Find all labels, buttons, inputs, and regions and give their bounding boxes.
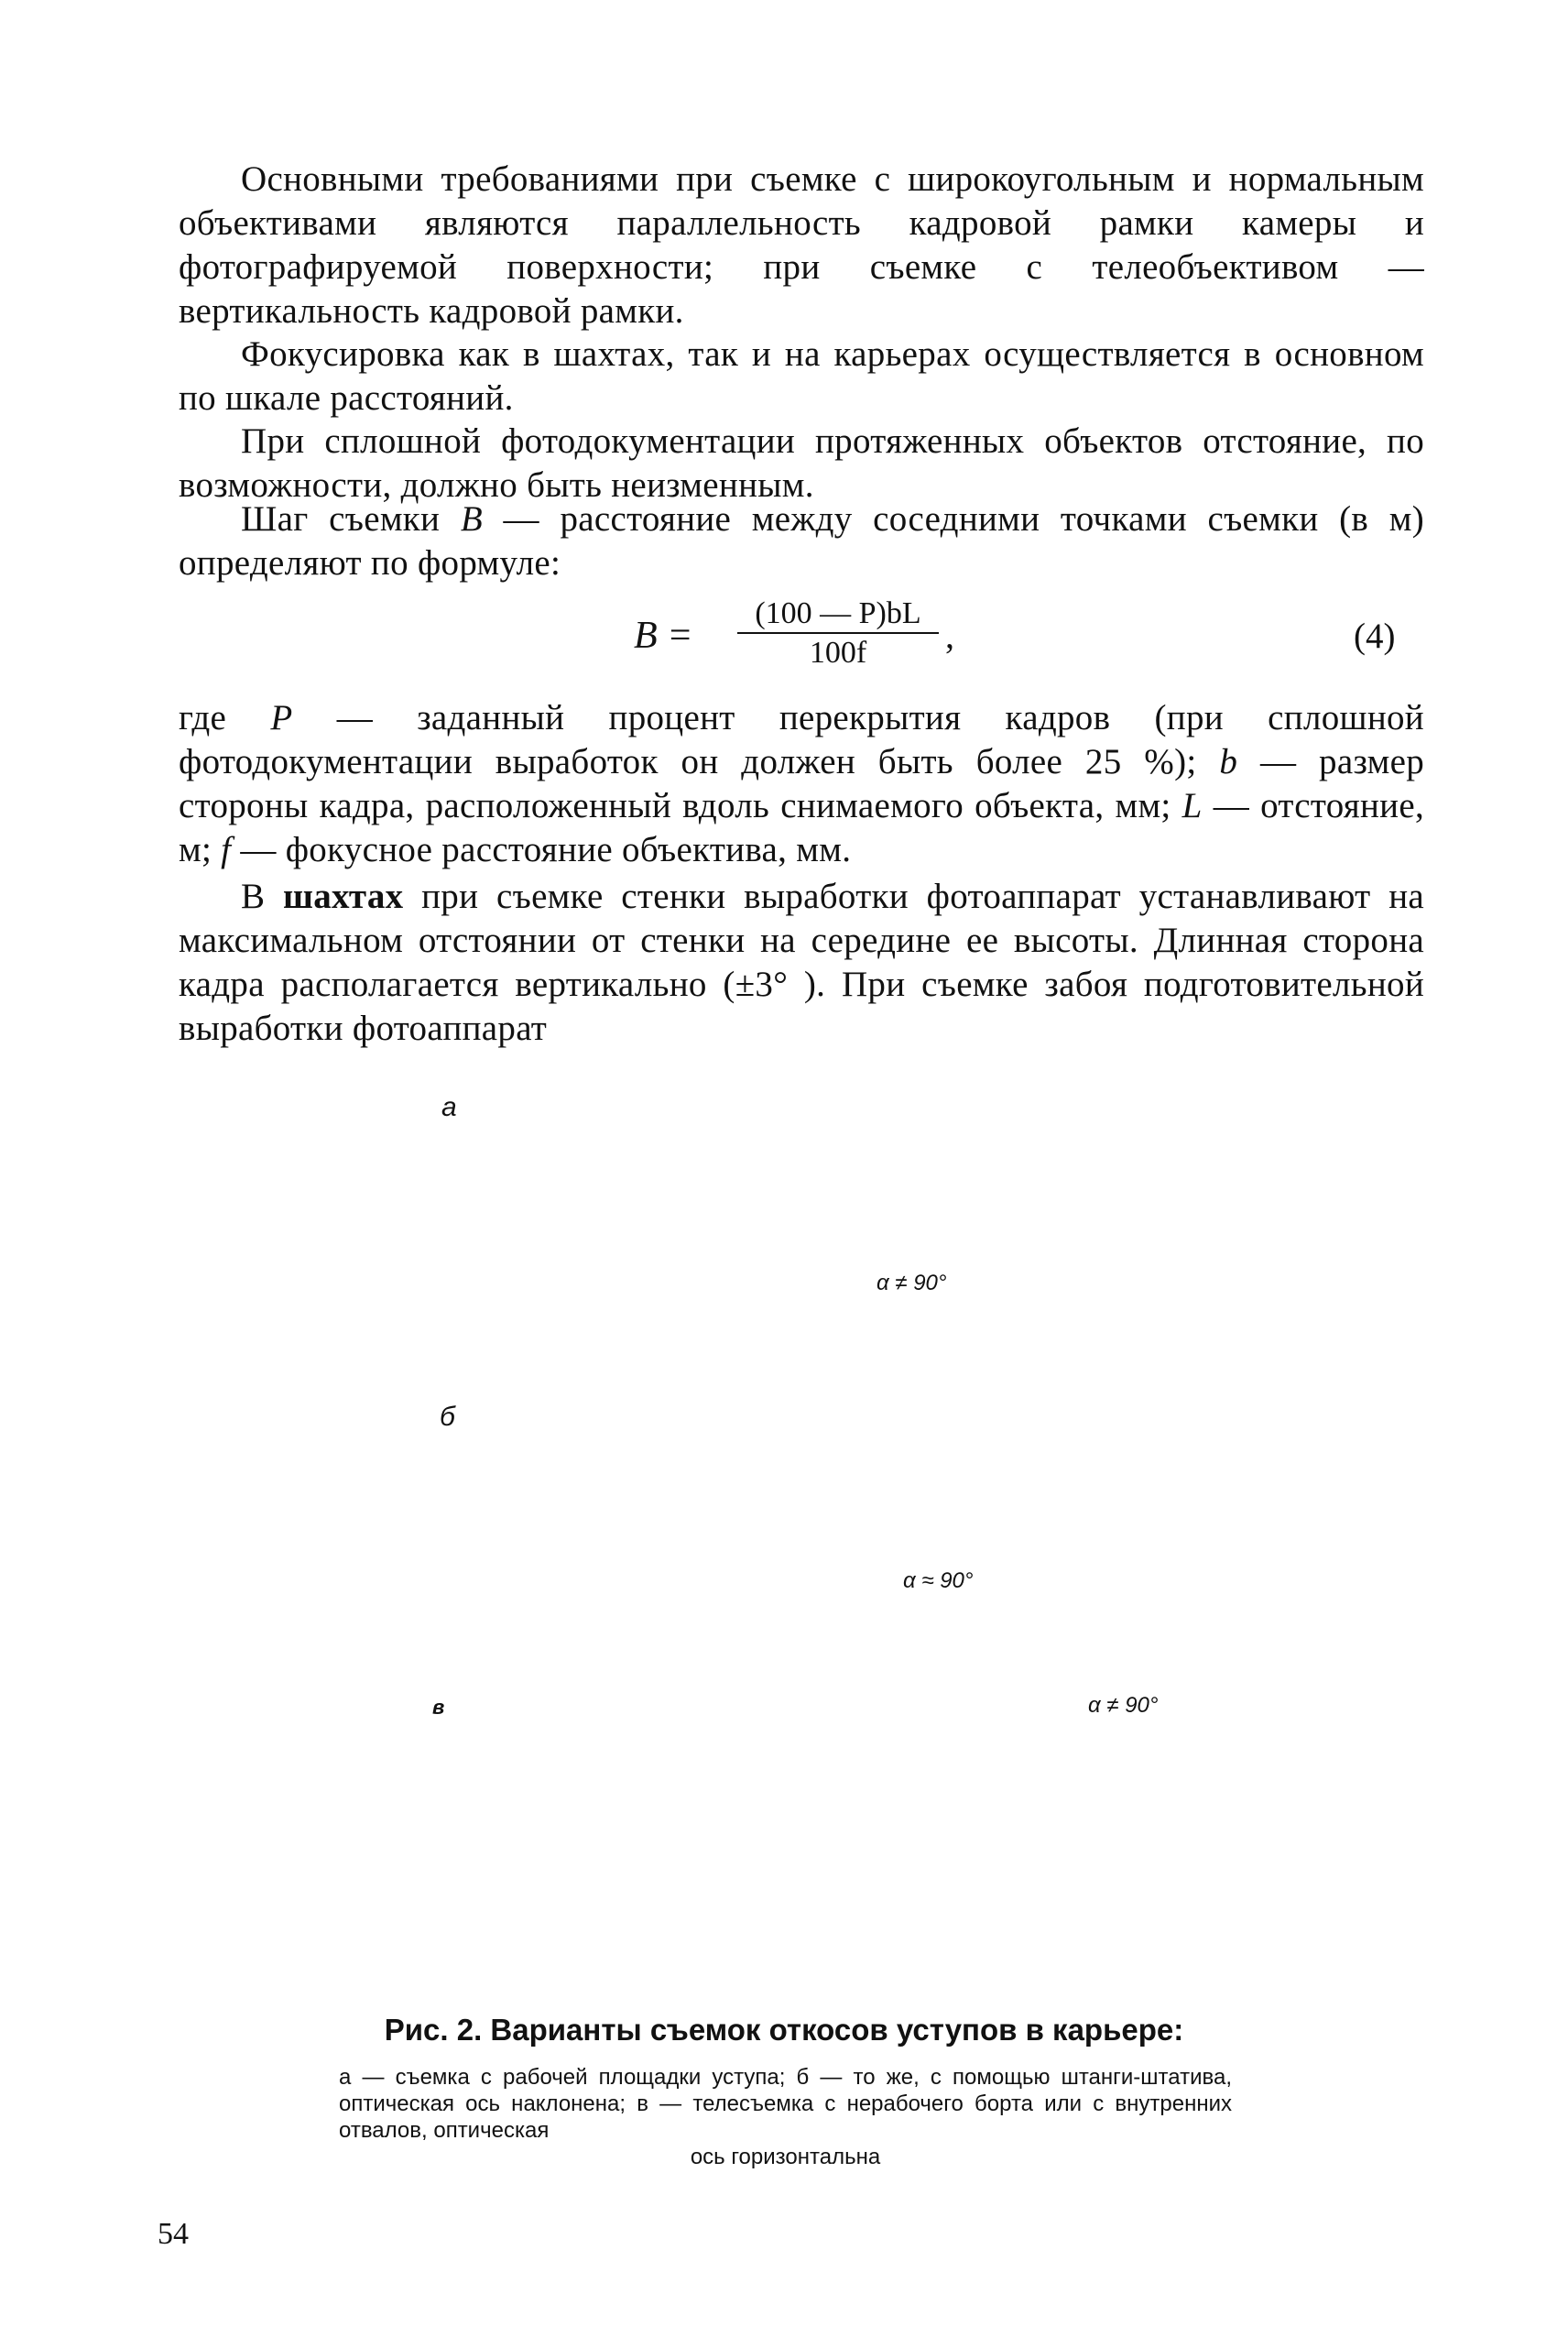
paragraph-formula-explanation-text-3: — отстояние, м; bbox=[179, 786, 1424, 869]
variable-p: P bbox=[270, 698, 293, 737]
formula-comma: , bbox=[945, 615, 954, 656]
formula-fraction bbox=[733, 595, 943, 672]
term-mines: шахтах bbox=[283, 877, 404, 916]
figure-label-b: б bbox=[440, 1402, 455, 1432]
paragraph-focusing: Фокусировка как в шахтах, так и на карьерах осуществляется в основном по шкале расстояний. bbox=[179, 334, 1424, 418]
paragraph-formula-explanation-text-2: — размер стороны кадра, расположенный вдоль снимаемого объекта, мм; bbox=[179, 742, 1425, 825]
angle-label-a: α ≠ 90° bbox=[877, 1271, 947, 1295]
paragraph-requirements: Основными требованиями при съемке с широкоугольным и нормальным объективами являются параллельность кадровой рамки камеры и фотографируемой поверхности; при съемке с телеобъективом — вертикальность кадровой рамки. bbox=[179, 159, 1424, 331]
paragraph-mines-start: В bbox=[241, 877, 284, 916]
paragraph-continuous-documentation: При сплошной фотодокументации протяженных объектов отстояние, по возможности, должно быть неизменным. bbox=[179, 421, 1424, 505]
paragraph-mines-end: при съемке стенки выработки фотоаппарат устанавливают на максимальном отстоянии от стенки на середине ее высоты. Длинная сторона кадра располагается вертикально (±3° ). При съемке забоя подготовительной выработки фотоаппарат bbox=[179, 877, 1424, 1048]
figure-label-v: в bbox=[432, 1696, 445, 1719]
formula-number: (4) bbox=[1354, 617, 1396, 656]
variable-f: f bbox=[221, 830, 232, 869]
figure-caption-title: Рис. 2. Варианты съемок откосов уступов в карьере: bbox=[384, 2013, 1184, 2047]
formula-numerator: (100 — P)bL bbox=[755, 596, 921, 630]
formula-denominator: 100f bbox=[809, 636, 867, 670]
variable-b-inline: B bbox=[460, 499, 483, 539]
angle-label-v: α ≠ 90° bbox=[1088, 1693, 1159, 1718]
paragraph-shooting-step-end: — расстояние между соседними точками съемки (в м) определяют по формуле: bbox=[179, 499, 1424, 583]
paragraph-shooting-step bbox=[179, 497, 1424, 585]
paragraph-formula-explanation bbox=[179, 696, 1424, 872]
paragraph-shooting-step-start: Шаг съемки bbox=[241, 499, 461, 539]
figure-slope-survey-variants bbox=[366, 1063, 1209, 1997]
paragraph-formula-explanation-end: — фокусное расстояние объектива, мм. bbox=[231, 830, 852, 869]
figure-caption-text: а — съемка с рабочей площадки уступа; б — то же, с помощью штанги-штатива, оптическая ось наклонена; в — телесъемка с нерабочего борта или с внутренних отвалов, оптическая bbox=[339, 2065, 1232, 2143]
variable-b: b bbox=[1219, 742, 1238, 781]
paragraph-formula-explanation-text-1: — заданный процент перекрытия кадров (при сплошной фотодокументации выработок он должен быть более 25 %); bbox=[179, 698, 1424, 781]
page-number: 54 bbox=[158, 2217, 189, 2251]
variable-l: L bbox=[1181, 786, 1203, 825]
paragraph-formula-explanation-start: где bbox=[179, 698, 271, 737]
paragraph-mines bbox=[179, 875, 1424, 1051]
figure-caption-body bbox=[339, 2064, 1232, 2197]
formula-left-side: B = bbox=[634, 615, 693, 657]
figure-caption-last-line: ось горизонтальна bbox=[690, 2145, 881, 2169]
angle-label-b: α ≈ 90° bbox=[903, 1568, 974, 1593]
figure-label-a: а bbox=[441, 1092, 457, 1122]
formula-4 bbox=[0, 595, 1568, 696]
